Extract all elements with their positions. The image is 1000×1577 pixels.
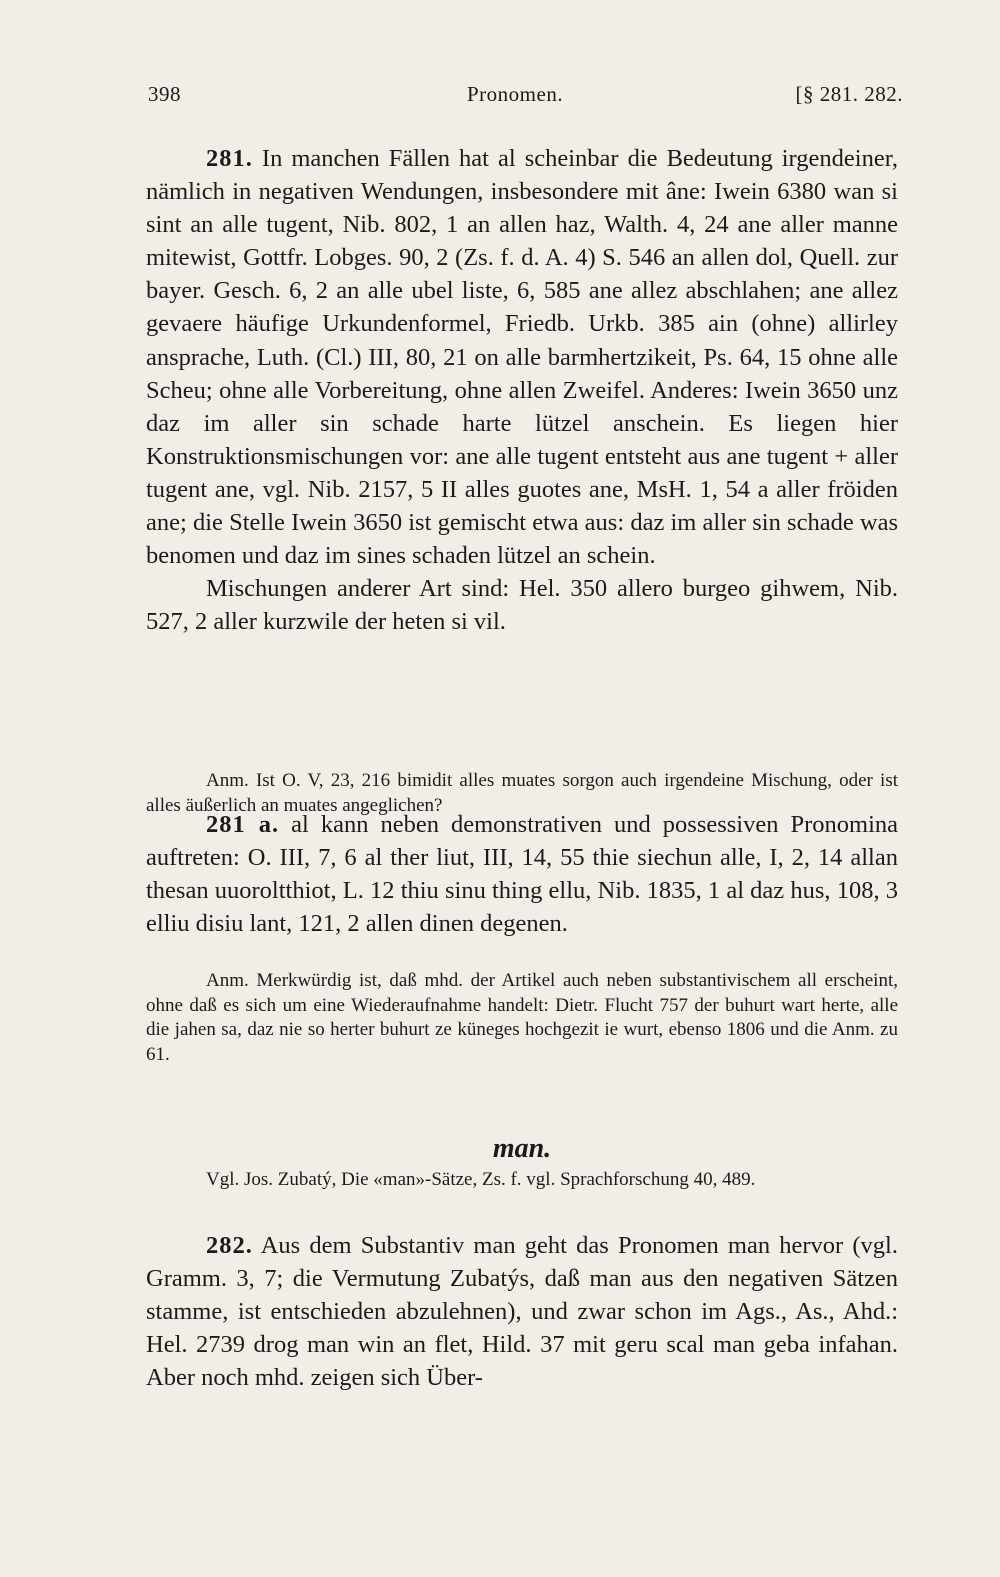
section-281a [146, 808, 898, 940]
section-number: 282. [206, 1232, 253, 1259]
section-281a-paragraph [146, 808, 898, 940]
page-number: 398 [148, 82, 181, 106]
section-number: 281. [206, 145, 253, 172]
section-281-paragraph-2: Mischungen anderer Art sind: Hel. 350 allero burgeo gihwem, Nib. 527, 2 aller kurzwile der heten si vil. [146, 575, 898, 636]
section-number: 281 a. [206, 811, 280, 838]
man-heading: man. [492, 1133, 552, 1164]
section-282 [146, 1229, 898, 1394]
section-281 [146, 142, 898, 638]
section-281-paragraph [146, 142, 898, 572]
section-text: al kann neben demonstrativen und possessiven Pronomina auftreten: O. III, 7, 6 al ther liut, III, 14, 55 thie siechun alle, I, 2, 14 allan thesan uuoroltthiot, L. 12 thiu sinu thing ellu, Nib. 1835, 1 al daz hus, 108, 3 elliu disiu lant, 121, 2 allen dinen degenen. [146, 811, 899, 938]
section-text: In manchen Fällen hat al scheinbar die Bedeutung irgendeiner, nämlich in negativen Wendungen, insbesondere mit âne: Iwein 6380 wan si sint an alle tugent, Nib. 802, 1 an allen haz, Walth. 4, 24 ane aller manne mitewist, Gottfr. Lobges. 90, 2 (Zs. f. d. A. 4) S. 546 an allen dol, Quell. zur bayer. Gesch. 6, 2 an alle ubel liste, 6, 585 ane allez abschlahen; ane allez gevaere häufige Urkundenformel, Friedb. Urkb. 385 ain (ohne) allirley ansprache, Luth. (Cl.) III, 80, 21 on alle barmhertzikeit, Ps. 64, 15 ohne alle Scheu; ohne alle Vorbereitung, ohne allen Zweifel. Anderes: Iwein 3650 unz daz im aller sin schade harte lützel anschein. Es liegen hier Konstruktionsmischungen vor: ane alle tugent entsteht aus ane tugent + aller tugent ane, vgl. Nib. 2157, 5 II alles guotes ane, MsH. 1, 54 a aller fröiden ane; die Stelle Iwein 3650 ist gemischt etwa aus: daz im aller sin schade was benomen und daz im sines schaden lützel an schein. [146, 145, 898, 570]
reference-note [146, 1168, 898, 1193]
section-text: Aus dem Substantiv man geht das Pronomen man hervor (vgl. Gramm. 3, 7; die Vermutung Zubatýs, daß man aus den negativen Sätzen stamme, ist entschieden abzulehnen), und zwar schon im Ags., As., Ahd.: Hel. 2739 drog man win an flet, Hild. 37 mit geru scal man geba infahan. Aber noch mhd. zeigen sich Über- [146, 1232, 898, 1392]
running-title: Pronomen. [467, 82, 564, 106]
reference-text: Vgl. Jos. Zubatý, Die «man»-Sätze, Zs. f. vgl. Sprachforschung 40, 489. [206, 1169, 756, 1190]
section-range: [§ 281. 282. [795, 82, 903, 106]
annotation-281a [146, 969, 898, 1067]
annotation-text: Anm. Merkwürdig ist, daß mhd. der Artikel auch neben substantivischem all erscheint, ohne daß es sich um eine Wiederaufnahme handelt: Dietr. Flucht 757 der buhurt wart herte, alle die jahen sa, daz nie so herter buhurt ze küneges hochgezit ie wurt, ebenso 1806 und die Anm. zu 61. [146, 970, 898, 1065]
annotation-text: Anm. Ist O. V, 23, 216 bimidit alles muates sorgon auch irgendeine Mischung, oder ist alles äußerlich an muates angeglichen? [146, 770, 898, 816]
section-282-paragraph [146, 1229, 898, 1394]
